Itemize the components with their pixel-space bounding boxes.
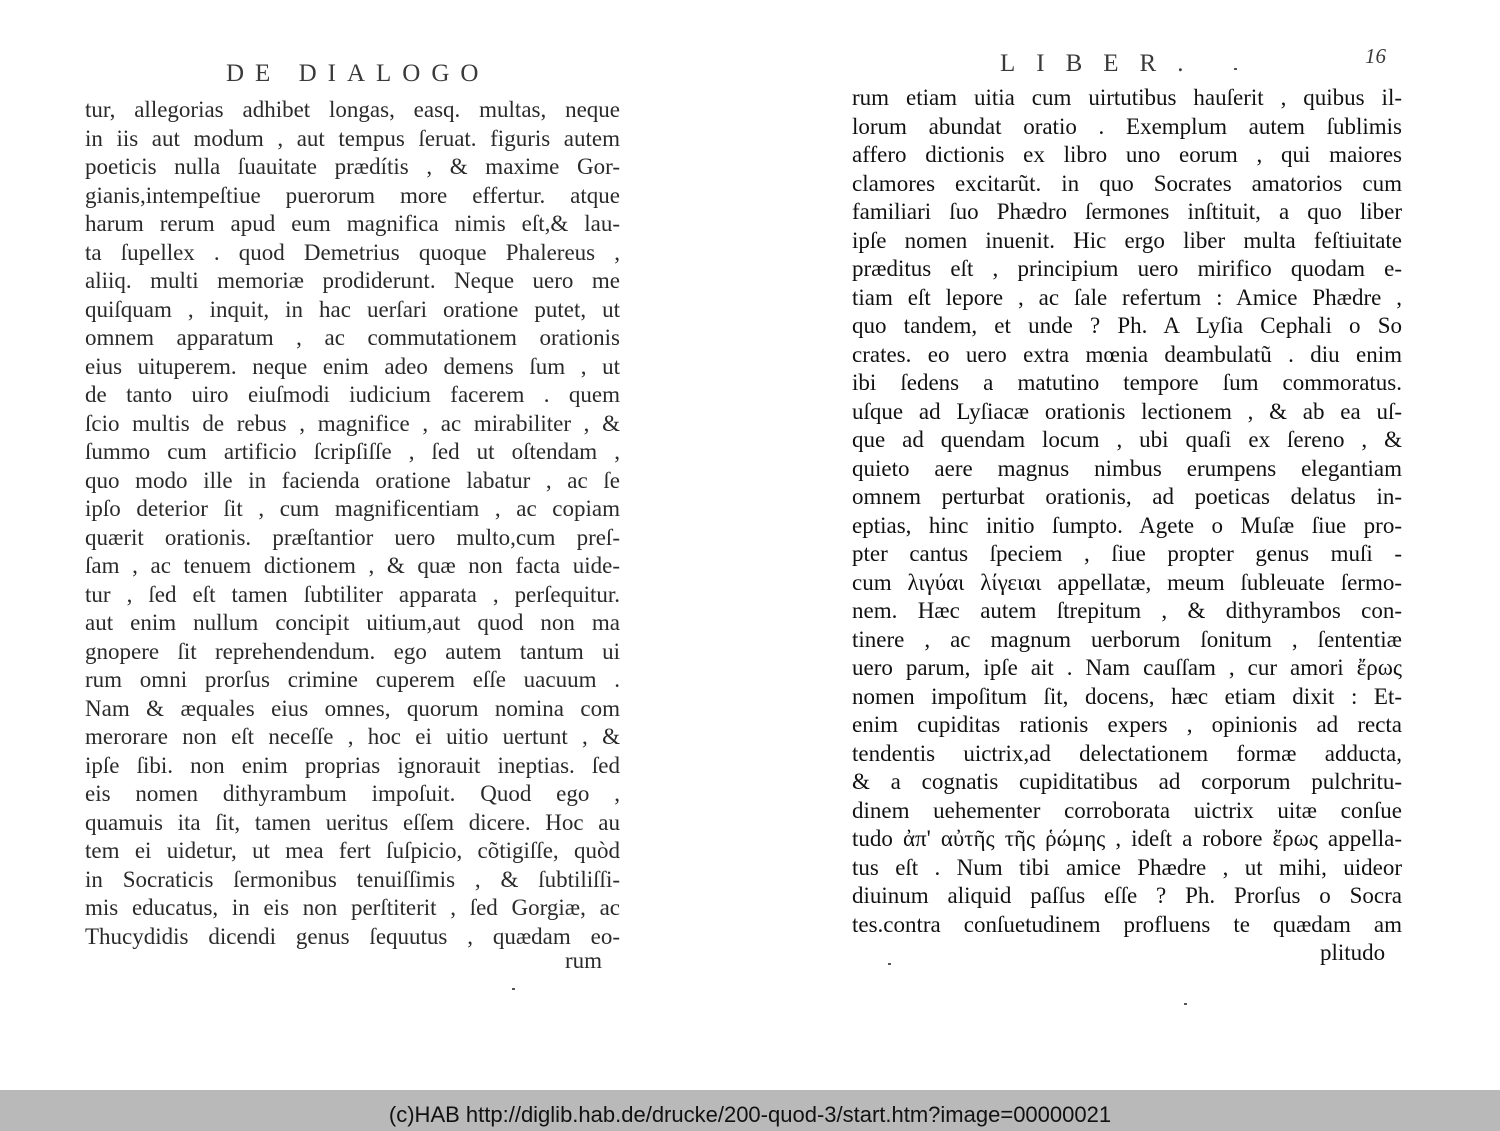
text-line: tes.contra conſuetudinem profluens te quædam am xyxy=(852,911,1402,937)
text-line: que ad quendam locum , ubi quaſi ex ſereno , & xyxy=(852,427,1402,452)
catchword-left: rum xyxy=(565,948,603,973)
text-line: omnem perturbat orationis, ad poeticas delatus in- xyxy=(852,484,1402,509)
text-line: tur , ſed eſt tamen ſubtiliter apparata , perſequitur. xyxy=(85,581,620,607)
text-line: dinem uehementer corroborata uictrix uitæ conſue xyxy=(852,797,1402,823)
text-line: quieto aere magnus nimbus erumpens elegantiam xyxy=(852,455,1402,481)
text-line: ſummo cum artificio ſcripſiſſe , ſed ut oſtendam , xyxy=(85,439,620,464)
text-line: tendentis uictrix,ad delectationem formæ adducta, xyxy=(852,740,1402,766)
text-line: aut enim nullum concipit uitium,aut quod non ma xyxy=(85,610,620,635)
text-line: de tanto uiro eiuſmodi iudicium facerem . quem xyxy=(85,382,620,407)
text-line: affero dictionis ex libro uno eorum , qui maiores xyxy=(852,142,1402,167)
text-line: in Socraticis ſermonibus tenuiſſimis , & ſubtiliſſi- xyxy=(85,866,620,892)
text-line: tur, allegorias adhibet longas, easq. multas, neque xyxy=(85,97,620,122)
text-line: Nam & æquales eius omnes, quorum nomina com xyxy=(85,695,620,721)
footer-credit: (c)HAB http://diglib.hab.de/drucke/200-quod-3/start.htm?image=00000021 xyxy=(388,1101,1112,1127)
left-text-block xyxy=(85,96,620,951)
text-line: ipſe ſibi. non enim proprias ignorauit ineptias. ſed xyxy=(85,752,620,778)
text-line: cum λιγύαι λίγειαι appellatæ, meum ſubleuate ſermo- xyxy=(852,569,1402,595)
text-line: lorum abundat oratio . Exemplum autem ſublimis xyxy=(852,113,1402,139)
right-page xyxy=(750,0,1500,1090)
text-line: in iis aut modum , aut tempus ſeruat. figuris autem xyxy=(85,125,620,151)
text-line: rum etiam uitia cum uirtutibus hauſerit , quibus il- xyxy=(852,85,1402,110)
text-line: harum rerum apud eum magnifica nimis eſt,& lau- xyxy=(85,211,620,236)
text-line: Thucydidis dicendi genus ſequutus , quædam eo- xyxy=(85,923,620,949)
text-line: quiſquam , inquit, in hac uerſari oratione putet, ut xyxy=(85,296,620,322)
text-line: tiam eſt lepore , ac ſale refertum : Amice Phædre , xyxy=(852,284,1402,310)
text-line: nem. Hæc autem ſtrepitum , & dithyrambos con- xyxy=(852,598,1402,623)
text-line: tem ei uidetur, ut mea fert ſuſpicio, cõtigiſſe, quòd xyxy=(85,838,620,863)
copyright-footer xyxy=(0,1090,1500,1131)
text-line: ibi ſedens a matutino tempore ſum commoratus. xyxy=(852,370,1402,395)
text-line: uſque ad Lyſiacæ orationis lectionem , & ab ea uſ- xyxy=(852,398,1402,424)
ink-speck xyxy=(512,988,515,990)
catchword-right: plitudo xyxy=(1320,940,1386,965)
text-line: tudo ἀπ' αὐτῆς τῆς ῥώμης , ideſt a robore ἔρως appella- xyxy=(852,826,1402,851)
text-line: & a cognatis cupiditatibus ad corporum pulchritu- xyxy=(852,769,1402,794)
text-line: eis nomen dithyrambum impoſuit. Quod ego , xyxy=(85,781,620,806)
text-line: mis educatus, in eis non perſtiterit , ſed Gorgiæ, ac xyxy=(85,895,620,920)
text-line: eptias, hinc initio ſumpto. Agete o Muſæ ſiue pro- xyxy=(852,512,1402,538)
text-line: aliiq. multi memoriæ prodiderunt. Neque uero me xyxy=(85,268,620,293)
text-line: præditus eſt , principium uero mirifico quodam e- xyxy=(852,256,1402,281)
text-line: gnopere ſit reprehendendum. ego autem tantum ui xyxy=(85,638,620,664)
text-line: rum omni prorſus crimine cuperem eſſe uacuum . xyxy=(85,667,620,692)
text-line: merorare non eſt neceſſe , hoc ei uitio uertunt , & xyxy=(85,724,620,749)
text-line: tinere , ac magnum uerborum ſonitum , ſententiæ xyxy=(852,626,1402,652)
text-line: quamuis ita ſit, tamen ueritus eſſem dicere. Hoc au xyxy=(85,809,620,835)
text-line: pter cantus ſpeciem , ſiue propter genus muſi - xyxy=(852,541,1402,566)
ink-speck xyxy=(888,963,891,965)
text-line: clamores excitarũt. in quo Socrates amatorios cum xyxy=(852,170,1402,196)
text-line: enim cupiditas rationis expers , opinionis ad recta xyxy=(852,712,1402,737)
ink-speck xyxy=(1234,68,1237,70)
text-line: uero parum, ipſe ait . Nam cauſſam , cur amori ἔρως xyxy=(852,655,1402,680)
text-line: quo modo ille in facienda oratione labatur , ac ſe xyxy=(85,467,620,493)
text-line: tus eſt . Num tibi amice Phædre , ut mihi, uideor xyxy=(852,854,1402,880)
text-line: ſam , ac tenuem dictionem , & quæ non facta uide- xyxy=(85,553,620,578)
text-line: ta ſupellex . quod Demetrius quoque Phalereus , xyxy=(85,239,620,265)
text-line: ipſo deterior ſit , cum magnificentiam , ac copiam xyxy=(85,496,620,521)
text-line: gianis,intempeſtiue puerorum more effertur. atque xyxy=(85,182,620,208)
text-line: quo tandem, et unde ? Ph. A Lyſia Cephali o So xyxy=(852,313,1402,338)
text-line: omnem apparatum , ac commutationem orationis xyxy=(85,325,620,350)
text-line: ipſe nomen inuenit. Hic ergo liber multa feſtiuitate xyxy=(852,227,1402,253)
text-line: poeticis nulla ſuauitate prædítis , & maxime Gor- xyxy=(85,154,620,179)
text-line: diuinum aliquid paſſus eſſe ? Ph. Prorſus o Socra xyxy=(852,883,1402,908)
running-head-right: LIBER. xyxy=(1000,50,1205,77)
ink-speck xyxy=(1184,1003,1187,1005)
right-text-block xyxy=(852,84,1402,939)
left-page xyxy=(0,0,750,1090)
text-line: nomen impoſitum ſit, docens, hæc etiam dixit : Et- xyxy=(852,683,1402,709)
running-head-left: DE DIALOGO xyxy=(226,60,490,87)
text-line: quærit orationis. præſtantior uero multo,cum preſ- xyxy=(85,524,620,550)
text-line: crates. eo uero extra mœnia deambulatũ . diu enim xyxy=(852,341,1402,367)
folio-number: 16 xyxy=(1365,44,1386,68)
text-line: familiari ſuo Phædro ſermones inſtituit, a quo liber xyxy=(852,199,1402,224)
text-line: eius uituperem. neque enim adeo demens ſum , ut xyxy=(85,353,620,379)
text-line: ſcio multis de rebus , magnifice , ac mirabiliter , & xyxy=(85,410,620,436)
